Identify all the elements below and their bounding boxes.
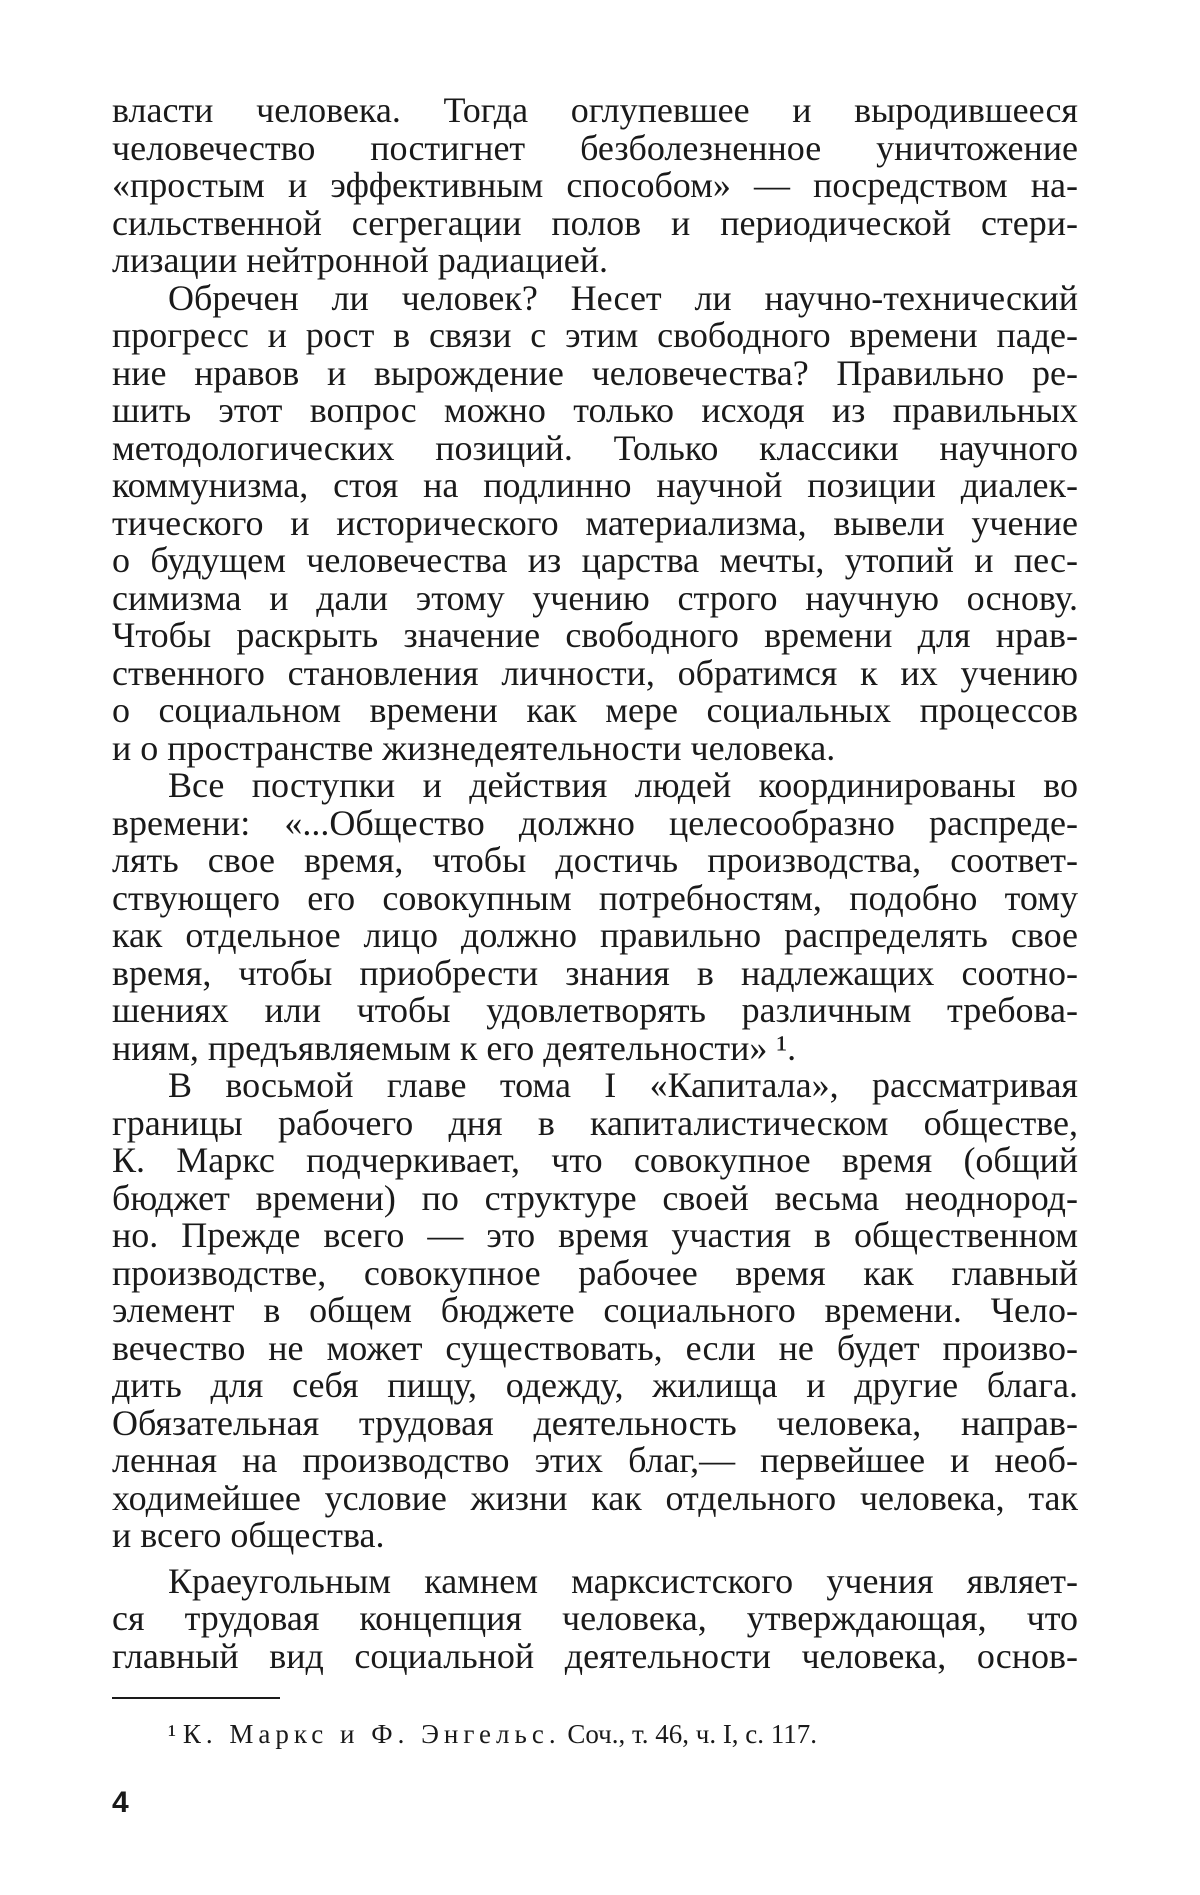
text-line: Все поступки и действия людей координированы во	[168, 765, 1078, 805]
text-line: Обречен ли человек? Несет ли научно-технический	[168, 277, 1078, 318]
footnote-separator	[112, 1697, 280, 1699]
text-line: время, чтобы приобрести знания в надлежащих соотно-	[112, 952, 1078, 993]
text-line: как отдельное лицо должно правильно распределять свое	[112, 915, 1078, 955]
text-line: лять свое время, чтобы достичь производства, соответ-	[112, 840, 1078, 880]
text-line: но. Прежде всего — это время участия в общественном	[112, 1215, 1078, 1255]
text-line: ственного становления личности, обратимся к их учению	[112, 652, 1078, 693]
text-line: симизма и дали этому учению строго научную основу.	[112, 577, 1078, 618]
text-line: прогресс и рост в связи с этим свободного времени паде-	[112, 315, 1078, 355]
text-line: «простым и эффективным способом» — посредством на-	[112, 165, 1078, 205]
paragraph	[112, 767, 1078, 1067]
footnote	[168, 1718, 817, 1750]
paragraph	[112, 1560, 1078, 1676]
text-line: о будущем человечества из царства мечты, утопий и пес-	[112, 540, 1078, 580]
footnote-authors: К. Маркс и Ф. Энгельс.	[182, 1719, 561, 1749]
text-line: власти человека. Тогда оглупевшее и выродившееся	[112, 90, 1078, 130]
text-line: Обязательная трудовая деятельность человека, направ-	[112, 1402, 1078, 1443]
text-line: К. Маркс подчеркивает, что совокупное время (общий	[112, 1140, 1078, 1180]
text-line: ние нравов и вырождение человечества? Правильно ре-	[112, 352, 1078, 393]
text-line: сильственной сегрегации полов и периодической стери-	[112, 202, 1078, 243]
text-line: Чтобы раскрыть значение свободного времени для нрав-	[112, 615, 1078, 655]
text-line: ся трудовая концепция человека, утверждающая, что	[112, 1598, 1078, 1638]
text-line: вечество не может существовать, если не будет произво-	[112, 1327, 1078, 1368]
footnote-marker: ¹	[168, 1719, 177, 1749]
text-line: и всего общества.	[112, 1515, 385, 1555]
page-number: 4	[112, 1786, 129, 1819]
text-line: ствующего его совокупным потребностям, подобно тому	[112, 877, 1078, 918]
text-line: шить этот вопрос можно только исходя из правильных	[112, 390, 1078, 430]
text-line: границы рабочего дня в капиталистическом обществе,	[112, 1102, 1078, 1143]
text-line: бюджет времени) по структуре своей весьма неоднород-	[112, 1177, 1078, 1218]
text-line: коммунизма, стоя на подлинно научной позиции диалек-	[112, 465, 1078, 505]
text-line: ниям, предъявляемым к его деятельности» ¹.	[112, 1027, 797, 1068]
footnote-citation: Соч., т. 46, ч. I, с. 117.	[567, 1719, 818, 1749]
text-line: ленная на производство этих благ,— первейшее и необ-	[112, 1440, 1078, 1480]
text-line: методологических позиций. Только классики научного	[112, 427, 1078, 468]
text-line: ходимейшее условие жизни как отдельного человека, так	[112, 1477, 1078, 1518]
text-line: В восьмой главе тома I «Капитала», рассматривая	[168, 1065, 1078, 1105]
text-line: о социальном времени как мере социальных процессов	[112, 690, 1078, 730]
paragraph	[112, 1067, 1078, 1555]
text-line: главный вид социальной деятельности человека, основ-	[112, 1635, 1078, 1676]
text-line: Краеугольным камнем марксистского учения являет-	[168, 1560, 1078, 1601]
text-line: производстве, совокупное рабочее время как главный	[112, 1252, 1078, 1293]
main-text	[112, 92, 1078, 1675]
text-line: шениях или чтобы удовлетворять различным требова-	[112, 990, 1078, 1030]
paragraph	[112, 92, 1078, 280]
text-line: тического и исторического материализма, вывели учение	[112, 502, 1078, 543]
paragraph	[112, 277, 1078, 768]
text-line: человечество постигнет безболезненное уничтожение	[112, 127, 1078, 168]
text-line: и о пространстве жизнедеятельности человека.	[112, 727, 836, 768]
text-line: времени: «...Общество должно целесообразно распреде-	[112, 802, 1078, 843]
text-line: элемент в общем бюджете социального времени. Чело-	[112, 1290, 1078, 1330]
text-line: лизации нейтронной радиацией.	[112, 240, 609, 280]
text-line: дить для себя пищу, одежду, жилища и другие блага.	[112, 1365, 1078, 1405]
